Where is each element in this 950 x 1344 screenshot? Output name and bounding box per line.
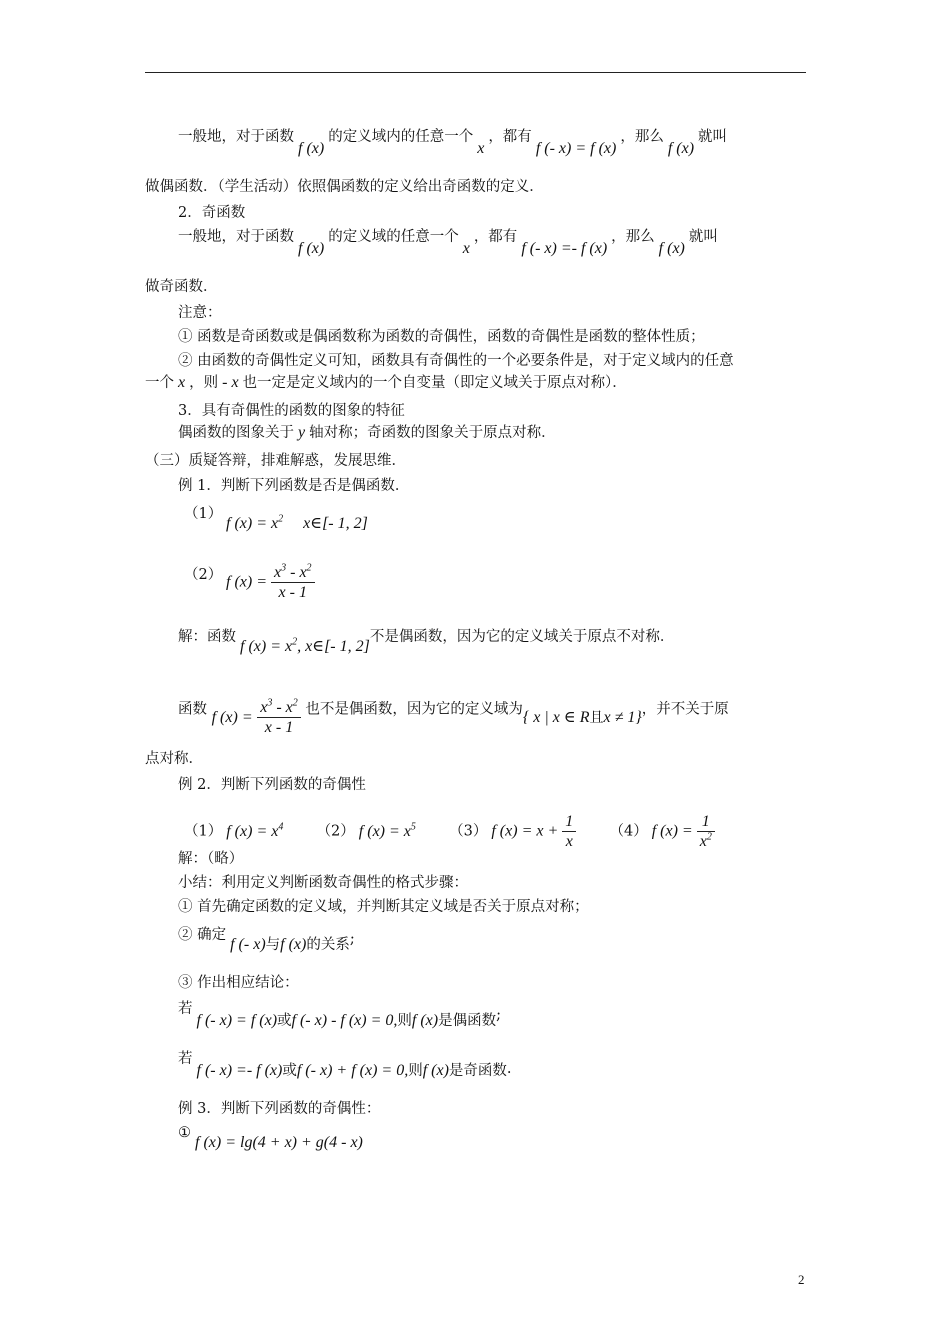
example-2-title: 例 2．判断下列函数的奇偶性 [178,777,366,793]
section-graph-title: 3．具有奇偶性的函数的图象的特征 [178,403,405,419]
solution-2-line1: 函数 f (x) = $\frac{x^3 - x^2}{x - 1}$ 也不是偶函数，因为它的定义域为{ x | x ∈ R且x ≠ 1}，并不关于原 [178,697,729,736]
graph-feature-text: 偶函数的图象关于 y 轴对称；奇函数的图象关于原点对称． [178,424,556,441]
step-1: ① 首先确定函数的定义域，并判断其定义域是否关于原点对称； [178,899,589,915]
solution-2-line2: 点对称． [145,751,203,767]
conclusion-even: 若 f (- x) = f (x)或f (- x) - f (x) = 0,则f (x)是偶函数; [178,1001,501,1029]
note-item-1: ① 函数是奇函数或是偶函数称为函数的奇偶性，函数的奇偶性是函数的整体性质； [178,329,705,345]
example-1-formula-2: f (x) = $\frac{x^3 - x^2}{x - 1}$ [226,563,315,602]
example-2-items: （1） f $(x) = x^4$ （2） f $(x) = x^5$ （3） f (x) = x + $\frac{1}{x}$ （4） f (x) = $\frac{1}{x^2}$ [184,812,715,851]
example-1-item-1: （1） [184,506,223,522]
step-2: ② 确定 f (- x)与f (x)的关系; [178,927,355,953]
example-1-item-2: （2） [184,567,223,583]
odd-def-line2: 做奇函数． [145,279,218,295]
header-rule [145,72,806,73]
odd-def-line1: 一般地，对于函数 f (x) 的定义域的任意一个 x ，都有 f (- x) =- f (x) ，那么 f (x) 就叫 [178,229,718,257]
section-odd-title: 2．奇函数 [178,205,246,221]
part-three-heading: （三）质疑答辩，排难解惑，发展思维． [145,453,406,469]
example-1-title: 例 1．判断下列函数是否是偶函数． [178,478,410,494]
example-3-item-1: ① f (x) = lg(4 + x) + g(4 - x) [178,1125,363,1151]
example-2-solution: 解：（略） [178,851,244,867]
example-1-formula-1: f $(x) = x^2$ x∈[- 1, 2] [226,513,368,532]
note-heading: 注意： [178,305,222,321]
summary-heading: 小结：利用定义判断函数奇偶性的格式步骤： [178,875,468,891]
solution-1-line: 解：函数 f $(x) = x^2$, x∈[- 1, 2]不是偶函数，因为它的定义域关于原点不对称． [178,629,675,655]
conclusion-odd: 若 f (- x) =- f (x)或f (- x) + f (x) = 0,则f (x)是奇函数. [178,1051,512,1079]
note-item-2-line1: ② 由函数的奇偶性定义可知，函数具有奇偶性的一个必要条件是，对于定义域内的任意 [178,353,734,369]
example-3-title: 例 3．判断下列函数的奇偶性： [178,1101,381,1117]
note-item-2-line2: 一个 x ，则 - x 也一定是定义域内的一个自变量（即定义域关于原点对称）． [145,374,627,391]
step-3: ③ 作出相应结论： [178,975,299,991]
even-def-line2: 做偶函数．（学生活动）依照偶函数的定义给出奇函数的定义． [145,179,544,195]
page-number: 2 [798,1272,805,1287]
even-def-line1: 一般地，对于函数 f (x) 的定义域内的任意一个 x ，都有 f (- x) = f (x) ，那么 f (x) 就叫 [178,129,728,157]
